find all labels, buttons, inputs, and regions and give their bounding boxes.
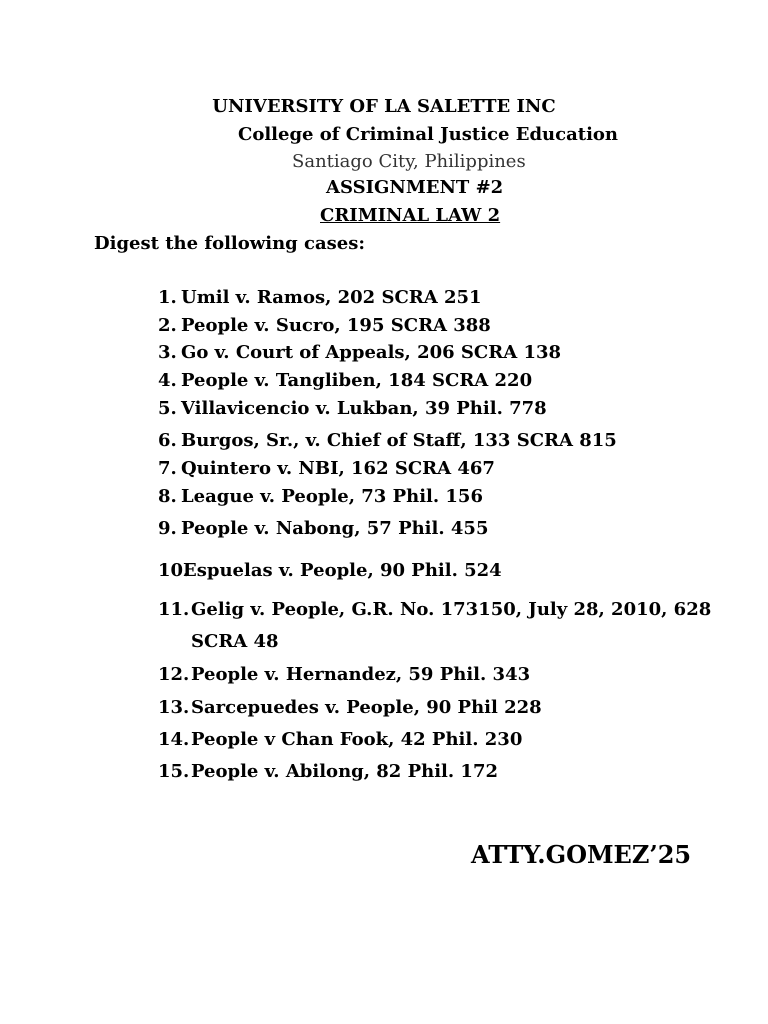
list-item-number: 5.	[158, 398, 177, 419]
list-item-text: People v Chan Fook, 42 Phil. 230	[191, 729, 523, 750]
list-item-text: Espuelas v. People, 90 Phil. 524	[183, 560, 502, 581]
list-item-number: 7.	[158, 458, 177, 479]
list-item-text: People v. Tangliben, 184 SCRA 220	[181, 370, 533, 391]
list-item-text: Quintero v. NBI, 162 SCRA 467	[181, 458, 495, 479]
list-item-text: Gelig v. People, G.R. No. 173150, July 28, 2010, 628	[191, 599, 712, 620]
list-item-number: 2.	[158, 315, 177, 336]
list-item-text: Umil v. Ramos, 202 SCRA 251	[181, 287, 482, 308]
list-item-number: 13.	[158, 697, 190, 718]
subject-title: CRIMINAL LAW 2	[320, 205, 501, 226]
location: Santiago City, Philippines	[292, 151, 526, 172]
list-item-text: People v. Hernandez, 59 Phil. 343	[191, 664, 531, 685]
instruction-text: Digest the following cases:	[94, 233, 366, 254]
list-item-number: 15.	[158, 761, 190, 782]
list-item-text: People v. Abilong, 82 Phil. 172	[191, 761, 498, 782]
list-item-number: 9.	[158, 518, 177, 539]
list-item-text: Go v. Court of Appeals, 206 SCRA 138	[181, 342, 562, 363]
list-item-text: League v. People, 73 Phil. 156	[181, 486, 483, 507]
list-item-text: People v. Sucro, 195 SCRA 388	[181, 315, 491, 336]
list-item-number: 14.	[158, 729, 190, 750]
signature: ATTY.GOMEZ’25	[471, 840, 692, 869]
institution-name: UNIVERSITY OF LA SALETTE INC	[212, 96, 556, 117]
list-item-text: Sarcepuedes v. People, 90 Phil 228	[191, 697, 542, 718]
list-item-number: 10.	[158, 560, 190, 581]
list-item-number: 8.	[158, 486, 177, 507]
list-item-number: 6.	[158, 430, 177, 451]
list-item-number: 11.	[158, 599, 190, 620]
assignment-title: ASSIGNMENT #2	[326, 177, 504, 198]
list-item-text: Burgos, Sr., v. Chief of Staff, 133 SCRA 815	[181, 430, 617, 451]
list-item-number: 1.	[158, 287, 177, 308]
list-item-text: Villavicencio v. Lukban, 39 Phil. 778	[181, 398, 547, 419]
list-item-number: 3.	[158, 342, 177, 363]
list-item-number: 4.	[158, 370, 177, 391]
college-name: College of Criminal Justice Education	[238, 124, 618, 145]
list-item-text-continued: SCRA 48	[191, 631, 279, 652]
list-item-number: 12.	[158, 664, 190, 685]
list-item-text: People v. Nabong, 57 Phil. 455	[181, 518, 489, 539]
